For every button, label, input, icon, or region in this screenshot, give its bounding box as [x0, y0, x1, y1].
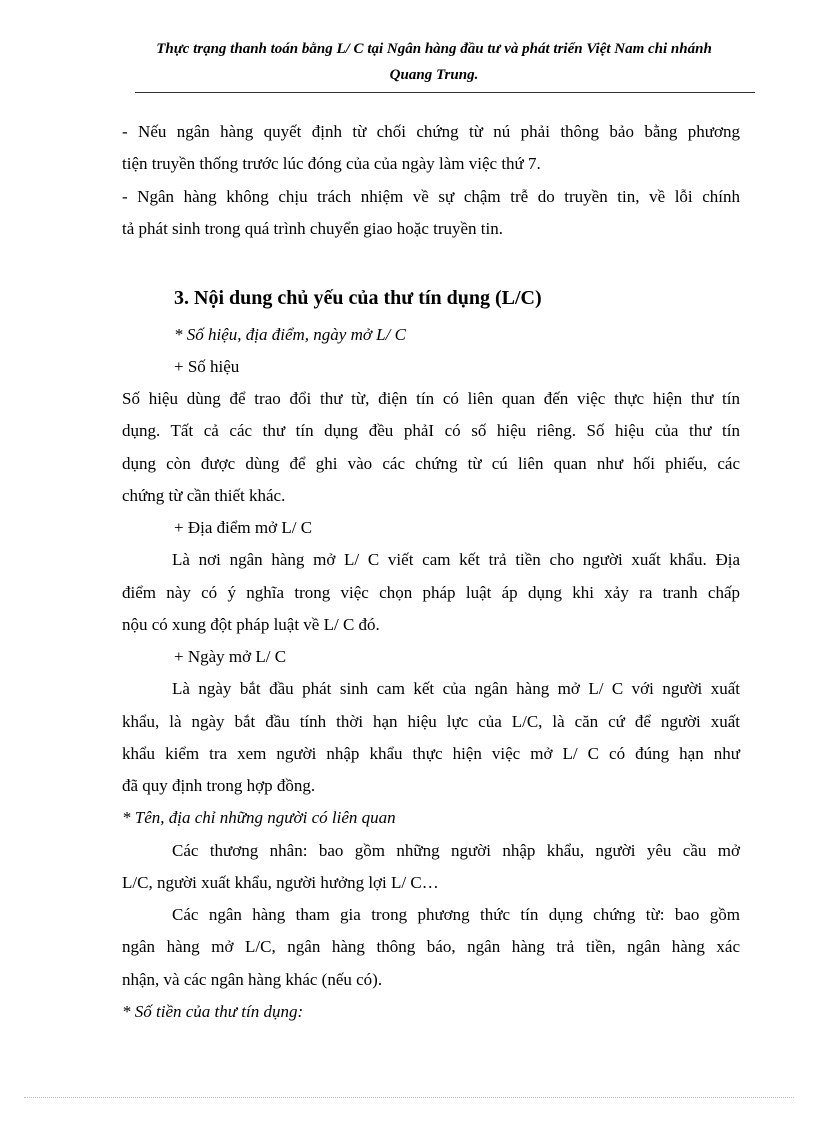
body-line: ngân hàng mở L/C, ngân hàng thông báo, ngân hàng trả tiền, ngân hàng xác	[122, 937, 740, 956]
section-heading: 3. Nội dung chủ yếu của thư tín dụng (L/C)	[174, 287, 542, 309]
body-line: Số hiệu dùng để trao đổi thư từ, điện tín có liên quan đến việc thực hiện thư tín	[122, 389, 740, 408]
body-line: Các ngân hàng tham gia trong phương thức tín dụng chứng từ: bao gồm	[172, 905, 740, 924]
body-line: Các thương nhân: bao gồm những người nhập khẩu, người yêu cầu mở	[172, 841, 740, 860]
body-line: khẩu kiểm tra xem người nhập khẩu thực hiện việc mở L/ C có đúng hạn như	[122, 744, 740, 763]
header-divider	[135, 92, 755, 93]
body-line: dụng. Tất cả các thư tín dụng đều phảI có số hiệu riêng. Số hiệu của thư tín	[122, 421, 740, 440]
subheading: * Số hiệu, địa điểm, ngày mở L/ C	[174, 325, 406, 344]
body-line: điểm này có ý nghĩa trong việc chọn pháp luật áp dụng khi xảy ra tranh chấp	[122, 583, 740, 602]
page-header	[122, 36, 746, 88]
body-line: khẩu, là ngày bắt đầu tính thời hạn hiệu lực của L/C, là căn cứ để người xuất	[122, 712, 740, 731]
body-line: Là nơi ngân hàng mở L/ C viết cam kết trả tiền cho người xuất khẩu. Địa	[172, 550, 740, 569]
body-line: nộu có xung đột pháp luật về L/ C đó.	[122, 615, 380, 634]
footer-divider	[24, 1097, 794, 1098]
body-line: - Nếu ngân hàng quyết định từ chối chứng từ nú phải thông bảo bằng phương	[122, 122, 740, 141]
body-line: tả phát sinh trong quá trình chuyển giao hoặc truyền tin.	[122, 219, 503, 238]
body-line: dụng còn được dùng để ghi vào các chứng từ cú liên quan như hối phiếu, các	[122, 454, 740, 473]
body-line: L/C, người xuất khẩu, người hưởng lợi L/ C…	[122, 873, 439, 892]
body-line: đã quy định trong hợp đồng.	[122, 776, 316, 795]
subheading: * Tên, địa chỉ những người có liên quan	[122, 808, 396, 827]
subheading: + Ngày mở L/ C	[174, 647, 287, 666]
header-line-1: Thực trạng thanh toán bằng L/ C tại Ngân hàng đầu tư và phát triển Việt Nam chi nhánh	[156, 41, 712, 57]
subheading: + Địa điểm mở L/ C	[174, 518, 313, 537]
body-line: - Ngân hàng không chịu trách nhiệm về sự chậm trễ do truyền tin, về lỗi chính	[122, 187, 740, 206]
body-line: Là ngày bắt đầu phát sinh cam kết của ngân hàng mở L/ C với người xuất	[172, 679, 740, 698]
subheading: * Số tiền của thư tín dụng:	[122, 1002, 304, 1021]
body-line: tiện truyền thống trước lúc đóng của của ngày làm việc thứ 7.	[122, 154, 541, 173]
subheading: + Số hiệu	[174, 357, 240, 376]
body-line: chứng từ cần thiết khác.	[122, 486, 286, 505]
body-line: nhận, và các ngân hàng khác (nếu có).	[122, 970, 383, 989]
header-line-2: Quang Trung.	[389, 67, 479, 83]
